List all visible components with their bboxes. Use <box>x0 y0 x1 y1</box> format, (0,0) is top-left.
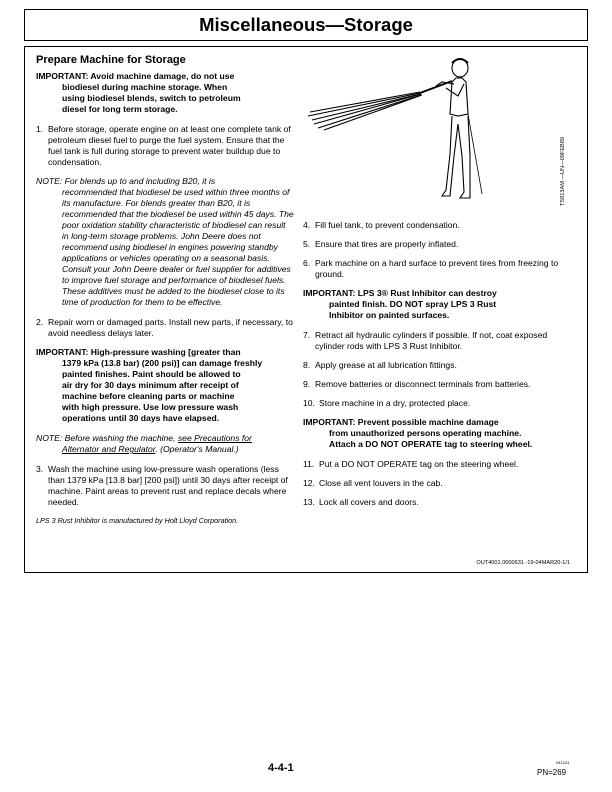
note-washing: NOTE: Before washing the machine, see Precautions for Alternator and Regulator. (Operator's Manual.) <box>36 433 252 454</box>
step-12: 12. Close all vent louvers in the cab. <box>303 478 443 488</box>
small-code: 041224 <box>556 760 570 765</box>
step-4: 4. Fill fuel tank, to prevent condensation. <box>303 220 460 230</box>
document-reference: OUT4001,0000631 -19-04MAR20-1/1 <box>476 560 570 566</box>
page-title: Miscellaneous—Storage <box>199 14 413 35</box>
spray-line <box>308 93 420 116</box>
important-unauthorized: IMPORTANT: Prevent possible machine damage from unauthorized persons operating machine. Attach a DO NOT OPERATE tag to steering wheel. <box>303 417 533 449</box>
spray-line <box>314 94 421 124</box>
important-avoid-biodiesel: IMPORTANT: Avoid machine damage, do not use biodiesel during machine storage. When using biodiesel blends, switch to petroleum diesel for long term storage. <box>36 71 241 114</box>
pn-number: PN=269 <box>537 768 567 777</box>
step-5: 5. Ensure that tires are properly inflated. <box>303 239 459 249</box>
left-leg <box>442 116 458 196</box>
alternator-regulator-link[interactable]: Alternator and Regulator <box>62 444 156 454</box>
spray-line <box>318 95 421 128</box>
page-number: 4-4-1 <box>268 762 294 774</box>
step-2: 2. Repair worn or damaged parts. Install new parts, if necessary, to avoid needless delays later. <box>36 317 293 338</box>
note-biodiesel-blends: NOTE: For blends up to and including B20, it is recommended that biodiesel be used within three months of its manufacture. For blends greater than B20, it is recommended that the biodiesel be used within 45 days. The poor oxidation stability characteristic of biodiesel can result in long-term storage problems. John Deere does not recommend using biodiesel in engines powering standby applications or vehicles operating on a seasonal basis. Consult your John Deere dealer or fuel supplier for additives to improve fuel storage and performance of biodiesel fuels. These additives must be added to the biodiesel close to its time of production for them to be effective. <box>36 176 294 307</box>
step-11: 11. Put a DO NOT OPERATE tag on the steering wheel. <box>303 459 519 469</box>
footnote: LPS 3 Rust Inhibitor is manufactured by Holt Lloyd Corporation. <box>36 516 239 525</box>
step-9: 9. Remove batteries or disconnect terminals from batteries. <box>303 379 531 389</box>
step-13: 13. Lock all covers and doors. <box>303 497 419 507</box>
step-6: 6. Park machine on a hard surface to prevent tires from freezing to ground. <box>303 258 559 279</box>
step-7: 7. Retract all hydraulic cylinders if possible. If not, coat exposed cylinder rods with LPS 3 Rust Inhibitor. <box>303 330 548 351</box>
right-column <box>303 220 573 516</box>
step-1: 1. Before storage, operate engine on at least one complete tank of petroleum diesel fuel to purge the fuel system. Ensure that the fuel tank is full during storage to prevent water buildup due to condensation. <box>36 124 291 167</box>
left-column <box>36 54 294 526</box>
page-header <box>24 9 588 41</box>
section-title: Prepare Machine for Storage <box>36 54 186 66</box>
step-3: 3. Wash the machine using low-pressure wash operations (less than 1379 kPa [13.8 bar] [200 psi]) until 30 days after receipt of machine. Paint areas to prevent rust and replace decals where needed. <box>36 464 288 507</box>
step-8: 8. Apply grease at all lubrication fittings. <box>303 360 457 370</box>
precautions-link[interactable]: see Precautions for <box>177 433 252 443</box>
step-10: 10. Store machine in a dry, protected place. <box>303 398 471 408</box>
pressure-washing-illustration <box>300 54 578 204</box>
important-lps3: IMPORTANT: LPS 3® Rust Inhibitor can destroy painted finish. DO NOT spray LPS 3 Rust Inhibitor on painted surfaces. <box>303 288 497 320</box>
right-leg <box>458 116 470 198</box>
spray-line <box>312 94 420 120</box>
important-high-pressure-washing: IMPORTANT: High-pressure washing [greater than 1379 kPa (13.8 bar) (200 psi)] can damage freshly painted finishes. Paint should be allowed to air dry for 30 days minimum after receipt of machine before cleaning parts or machine with high pressure. Use low pressure wash operations until 30 days have elapsed. <box>36 347 263 423</box>
figure-code: TS813AM —UN—09FEB89 <box>560 136 566 206</box>
